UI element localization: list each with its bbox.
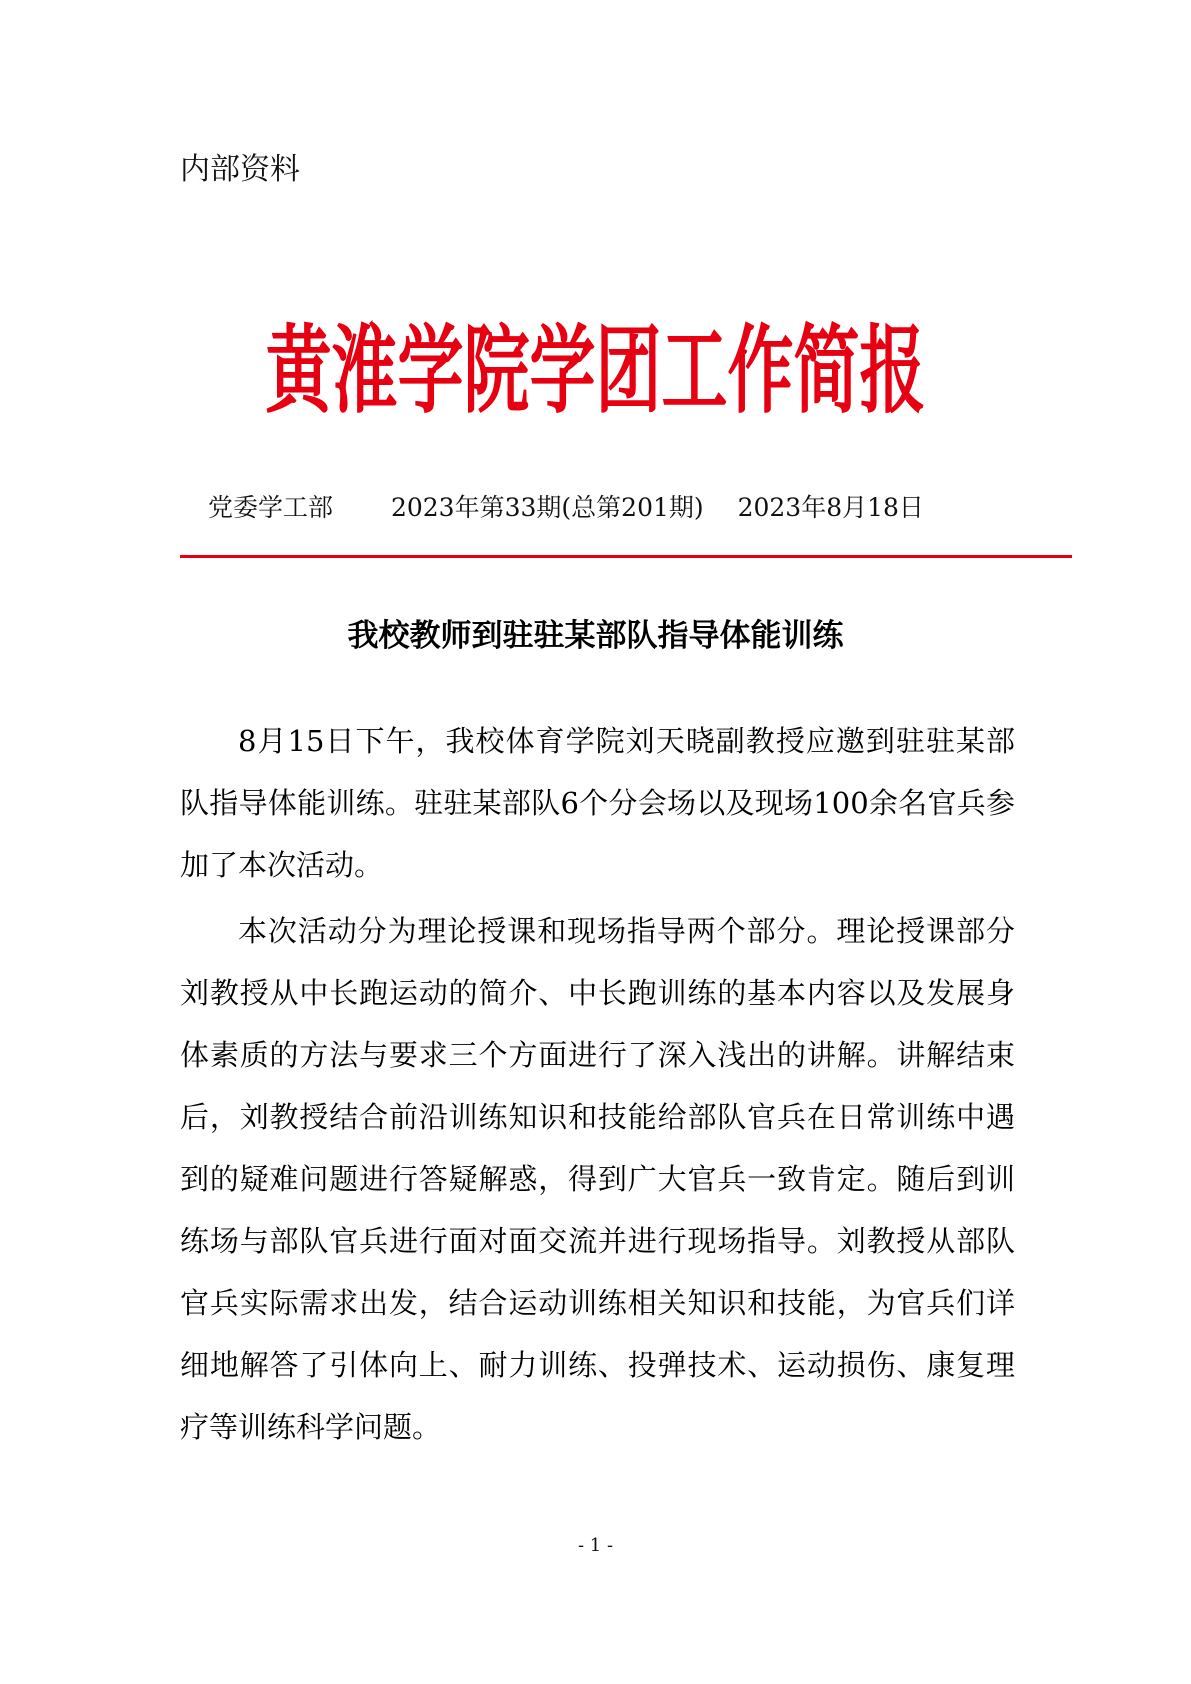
- issue-date: 2023年8月18日: [737, 493, 924, 522]
- red-divider-rule: [180, 555, 1072, 558]
- internal-material-label: 内部资料: [180, 152, 300, 187]
- article-body: [180, 710, 1015, 1458]
- masthead: [0, 300, 1191, 440]
- issue-info-line: [208, 488, 924, 528]
- masthead-title: 黄淮学院学团工作简报: [265, 313, 926, 427]
- department-name: 党委学工部: [208, 493, 334, 522]
- issue-number: 2023年第33期(总第201期): [390, 493, 704, 522]
- article-paragraph-2: 本次活动分为理论授课和现场指导两个部分。理论授课部分刘教授从中长跑运动的简介、中长跑训练的基本内容以及发展身体素质的方法与要求三个方面进行了深入浅出的讲解。讲解结束后，刘教授结合前沿训练知识和技能给部队官兵在日常训练中遇到的疑难问题进行答疑解惑，得到广大官兵一致肯定。随后到训练场与部队官兵进行面对面交流并进行现场指导。刘教授从部队官兵实际需求出发，结合运动训练相关知识和技能，为官兵们详细地解答了引体向上、耐力训练、投弹技术、运动损伤、康复理疗等训练科学问题。: [180, 914, 1015, 1444]
- article-title: 我校教师到驻驻某部队指导体能训练: [347, 618, 844, 654]
- page-number: - 1 -: [577, 1535, 614, 1556]
- article-paragraph-1: 8月15日下午，我校体育学院刘天晓副教授应邀到驻驻某部队指导体能训练。驻驻某部队6个分会场以及现场100余名官兵参加了本次活动。: [180, 724, 1015, 882]
